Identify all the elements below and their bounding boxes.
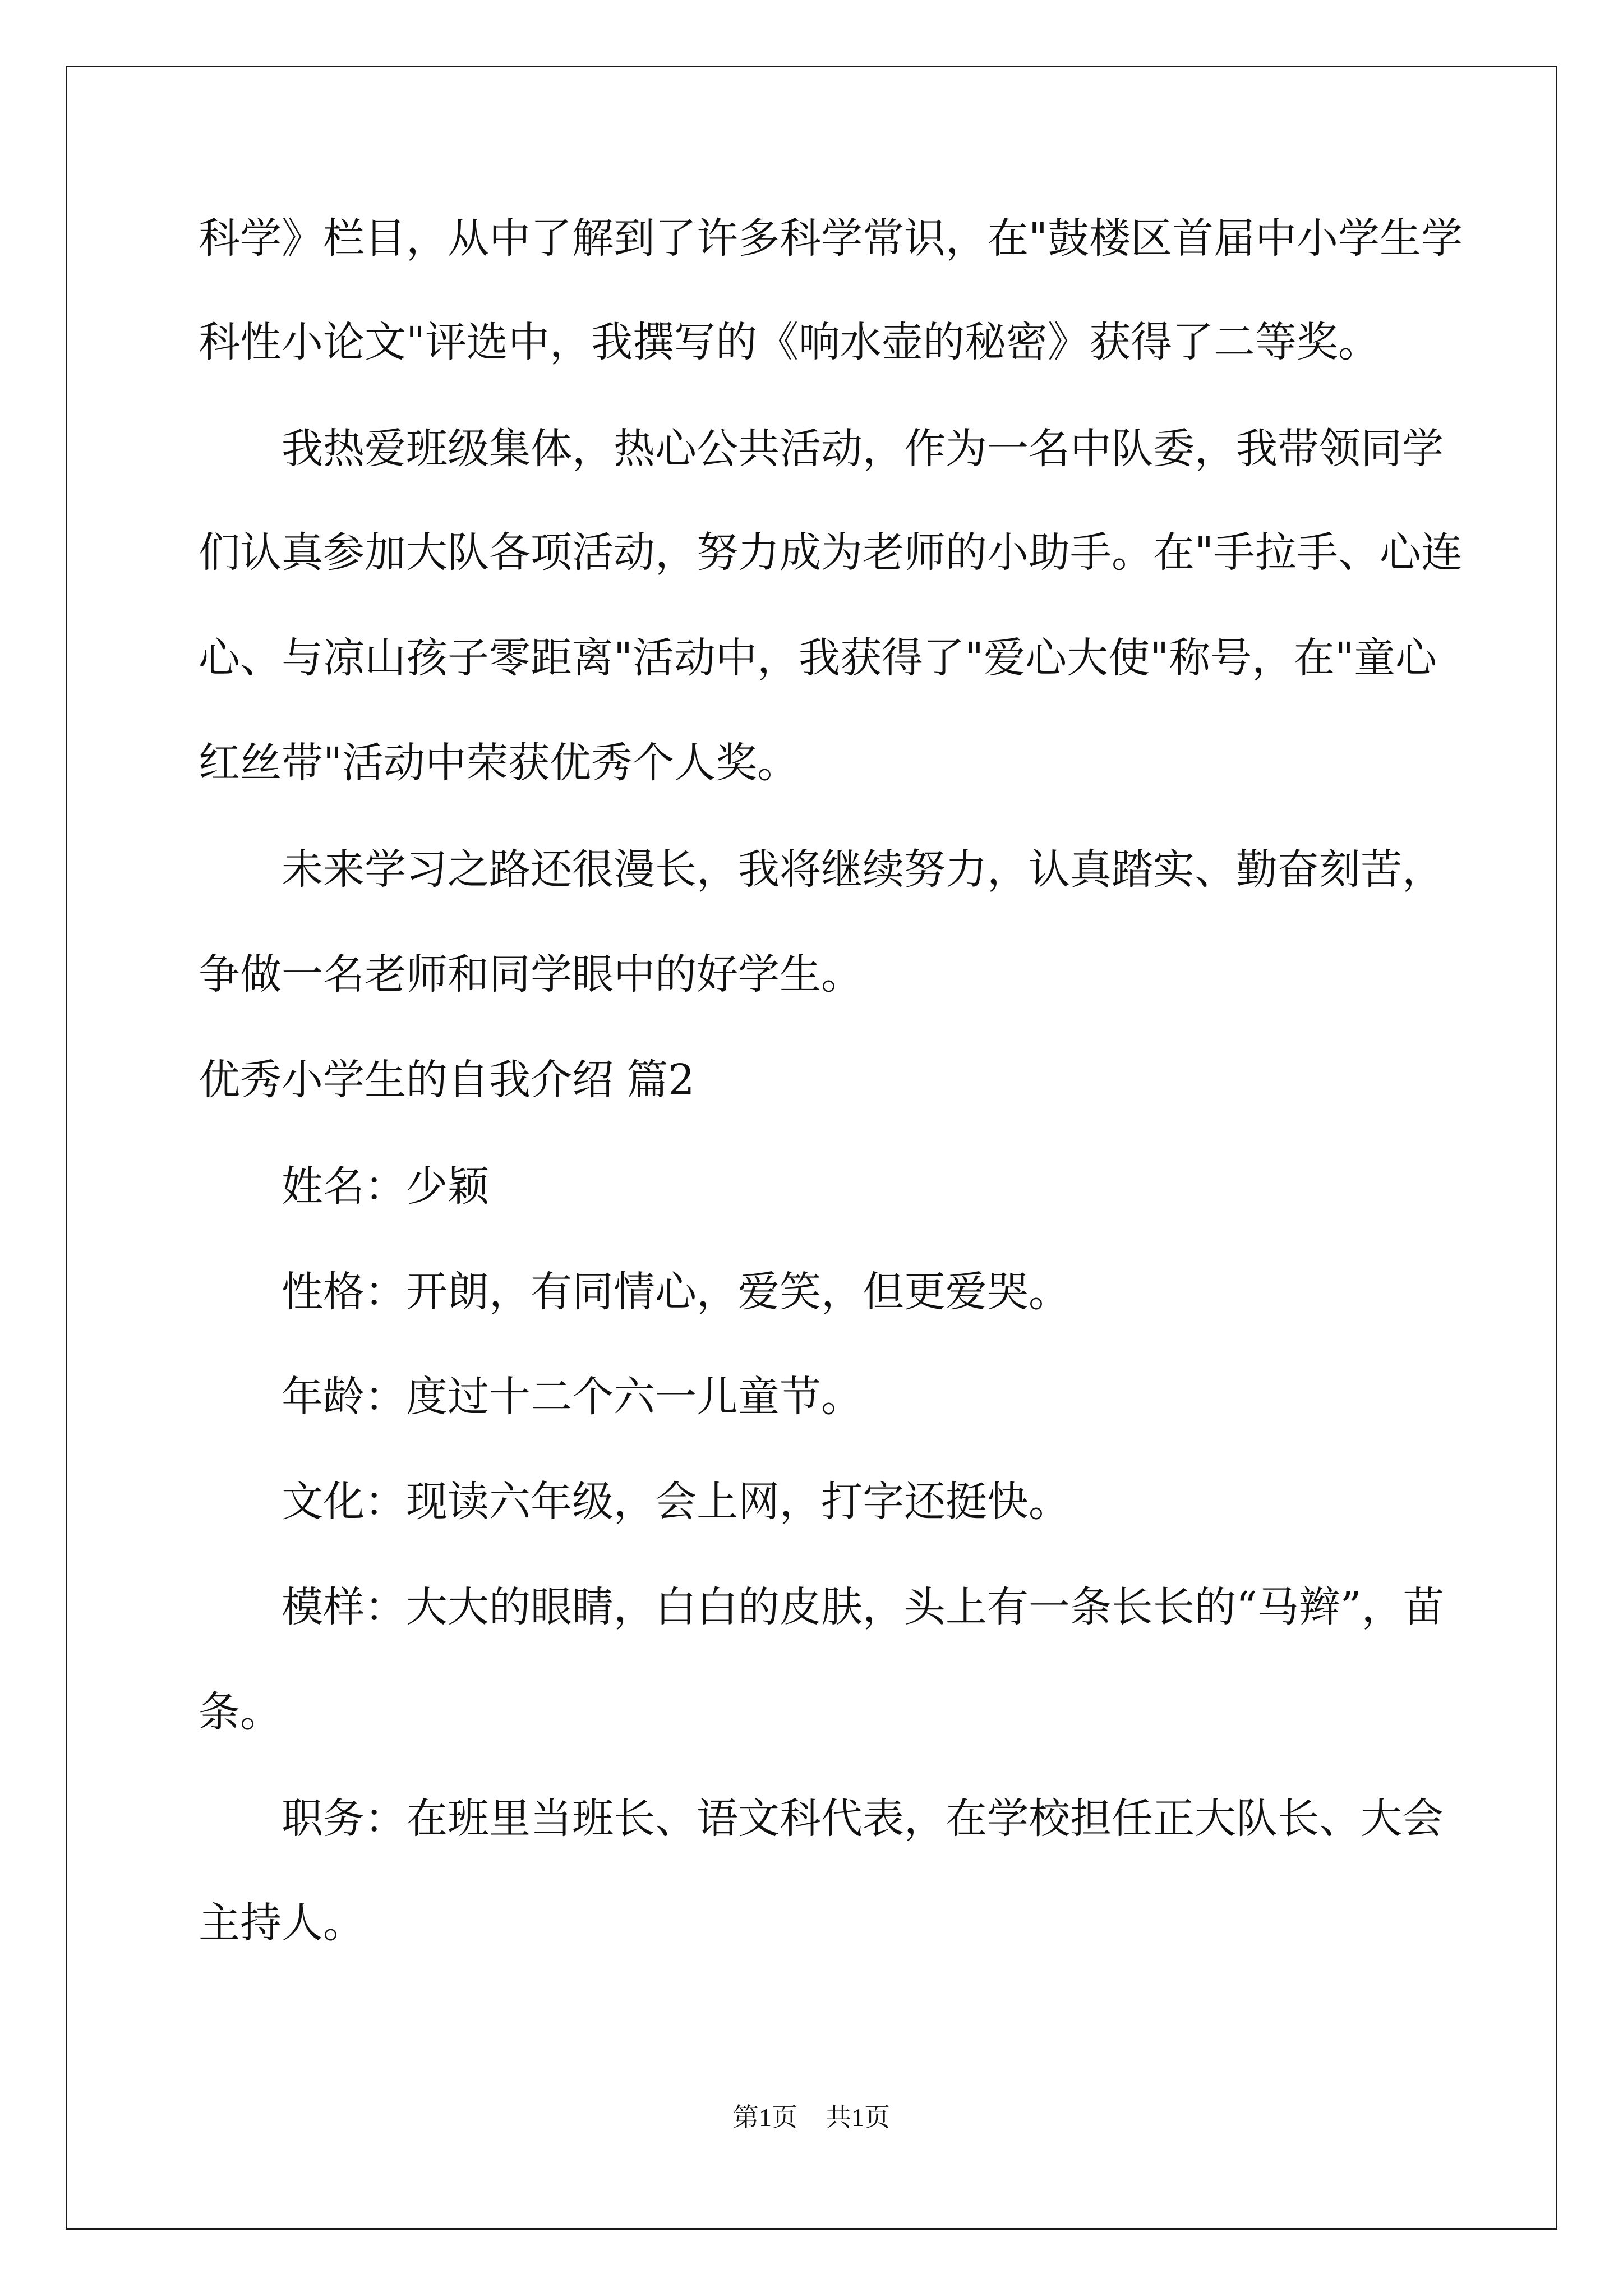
section-heading: 优秀小学生的自我介绍 篇2 — [199, 1056, 695, 1104]
text-line: 主持人。 — [199, 1899, 365, 1947]
text-line: 姓名：少颖 — [282, 1162, 489, 1211]
page-number: 第1页 — [733, 2103, 797, 2132]
text-line: 心、与凉山孩子零距离"活动中，我获得了"爱心大使"称号，在"童心 — [199, 634, 1437, 682]
text-line: 职务：在班里当班长、语文科代表，在学校担任正大队长、大会 — [282, 1795, 1444, 1843]
text-line: 我热爱班级集体，热心公共活动，作为一名中队委，我带领同学 — [282, 425, 1444, 473]
page-footer — [0, 2101, 1623, 2134]
text-line: 科学》栏目，从中了解到了许多科学常识，在"鼓楼区首届中小学生学 — [199, 214, 1463, 263]
text-line: 性格：开朗，有同情心，爱笑，但更爱哭。 — [282, 1268, 1070, 1316]
text-line: 们认真参加大队各项活动，努力成为老师的小助手。在"手拉手、心连 — [199, 528, 1463, 577]
text-line: 争做一名老师和同学眼中的好学生。 — [199, 950, 863, 999]
text-line: 文化：现读六年级，会上网，打字还挺快。 — [282, 1478, 1070, 1526]
text-line: 条。 — [199, 1688, 282, 1736]
page-total: 共1页 — [826, 2103, 890, 2132]
text-line: 未来学习之路还很漫长，我将继续努力，认真踏实、勤奋刻苦， — [282, 845, 1444, 894]
text-line: 红丝带"活动中荣获优秀个人奖。 — [199, 739, 799, 787]
text-line: 模样：大大的眼睛，白白的皮肤，头上有一条长长的“马辫”，苗 — [282, 1583, 1445, 1631]
text-line: 科性小论文"评选中，我撰写的《响水壶的秘密》获得了二等奖。 — [199, 318, 1380, 366]
text-line: 年龄：度过十二个六一儿童节。 — [282, 1373, 863, 1421]
